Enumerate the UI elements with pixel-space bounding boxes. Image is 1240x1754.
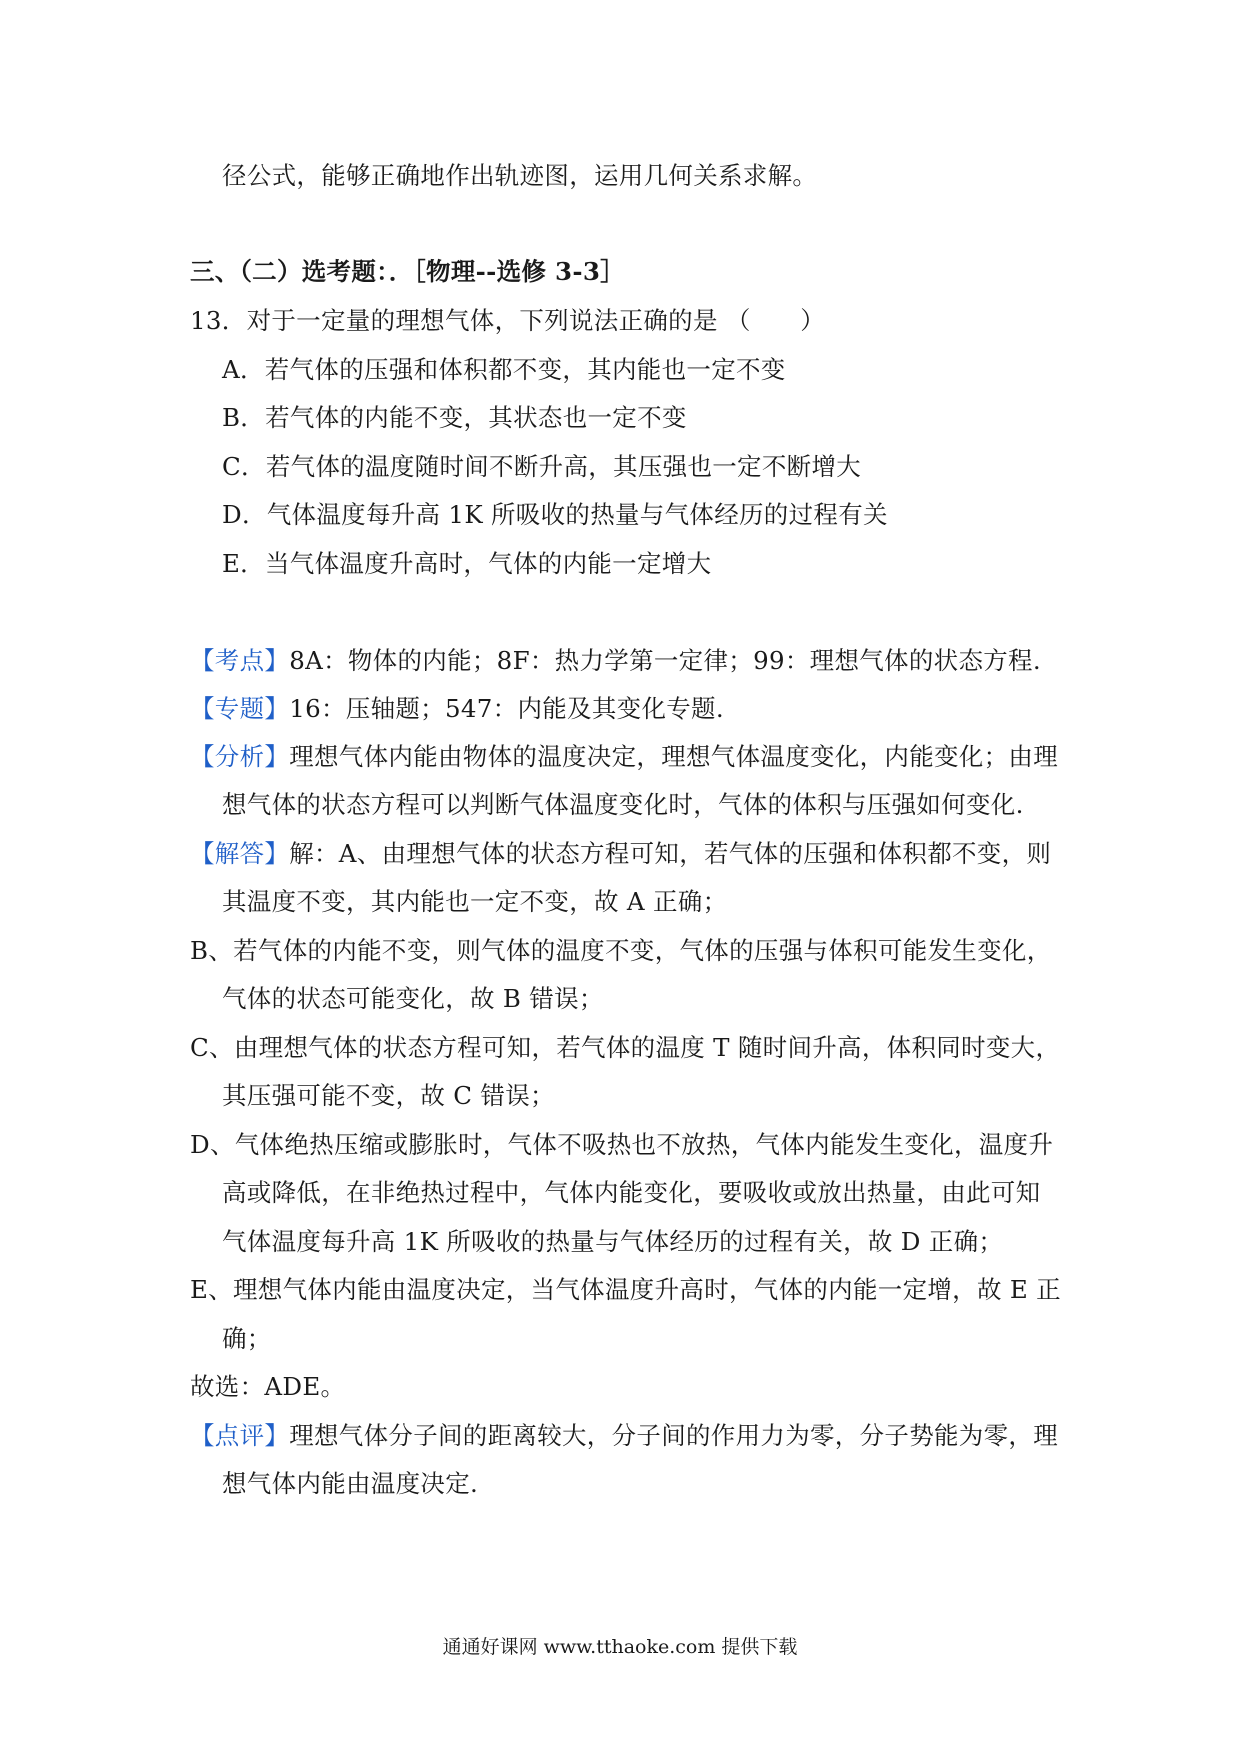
option-a: A．若气体的压强和体积都不变，其内能也一定不变 — [222, 355, 786, 384]
zhuanti-tag: 【专题】 — [190, 694, 290, 723]
option-d: D．气体温度每升高 1K 所吸收的热量与气体经历的过程有关 — [222, 500, 888, 529]
jieda-a-line1: 解：A、由理想气体的状态方程可知，若气体的压强和体积都不变，则 — [289, 839, 1052, 868]
question-stem: 13．对于一定量的理想气体，下列说法正确的是 （ ） — [190, 306, 826, 335]
kaodian-row — [190, 645, 1041, 677]
footer-source: 通通好课网 www.tthaoke.com 提供下载 — [442, 1636, 798, 1658]
dianping-text-line2: 想气体内能由温度决定. — [222, 1469, 479, 1498]
jieda-c-line1: C、由理想气体的状态方程可知，若气体的温度 T 随时间升高，体积同时变大， — [190, 1033, 1061, 1062]
jieda-d-line1: D、气体绝热压缩或膨胀时，气体不吸热也不放热，气体内能发生变化，温度升 — [190, 1130, 1054, 1159]
continuation-line: 径公式，能够正确地作出轨迹图，运用几何关系求解。 — [222, 161, 818, 190]
jieda-b-line1: B、若气体的内能不变，则气体的温度不变，气体的压强与体积可能发生变化， — [190, 936, 1052, 965]
option-b: B．若气体的内能不变，其状态也一定不变 — [222, 403, 687, 432]
dianping-row — [190, 1420, 1058, 1452]
jieda-e-line1: E、理想气体内能由温度决定，当气体温度升高时，气体的内能一定增，故 E 正 — [190, 1275, 1061, 1304]
fenxi-text-line1: 理想气体内能由物体的温度决定，理想气体温度变化，内能变化；由理 — [289, 742, 1058, 771]
answer-line: 故选：ADE。 — [190, 1372, 346, 1401]
dianping-text-line1: 理想气体分子间的距离较大，分子间的作用力为零，分子势能为零，理 — [289, 1421, 1058, 1450]
zhuanti-row — [190, 693, 724, 725]
jieda-tag: 【解答】 — [190, 839, 290, 868]
kaodian-tag: 【考点】 — [190, 646, 290, 675]
option-c: C．若气体的温度随时间不断升高，其压强也一定不断增大 — [222, 452, 862, 481]
dianping-tag: 【点评】 — [190, 1421, 290, 1450]
zhuanti-text: 16：压轴题；547：内能及其变化专题. — [289, 694, 724, 723]
jieda-a-line2: 其温度不变，其内能也一定不变，故 A 正确； — [222, 887, 728, 916]
fenxi-row — [190, 741, 1058, 773]
section-heading: 三、（二）选考题：．［物理--选修 3-3］ — [190, 257, 625, 286]
jieda-e-line2: 确； — [222, 1324, 272, 1353]
jieda-b-line2: 气体的状态可能变化，故 B 错误； — [222, 984, 604, 1013]
kaodian-text: 8A：物体的内能；8F：热力学第一定律；99：理想气体的状态方程. — [289, 646, 1041, 675]
jieda-d-line3: 气体温度每升高 1K 所吸收的热量与气体经历的过程有关，故 D 正确； — [222, 1227, 1004, 1256]
option-e: E．当气体温度升高时，气体的内能一定增大 — [222, 549, 712, 578]
fenxi-tag: 【分析】 — [190, 742, 290, 771]
jieda-d-line2: 高或降低，在非绝热过程中，气体内能变化，要吸收或放出热量，由此可知 — [222, 1178, 1041, 1207]
jieda-c-line2: 其压强可能不变，故 C 错误； — [222, 1081, 555, 1110]
jieda-row — [190, 838, 1051, 870]
fenxi-text-line2: 想气体的状态方程可以判断气体温度变化时，气体的体积与压强如何变化. — [222, 790, 1024, 819]
